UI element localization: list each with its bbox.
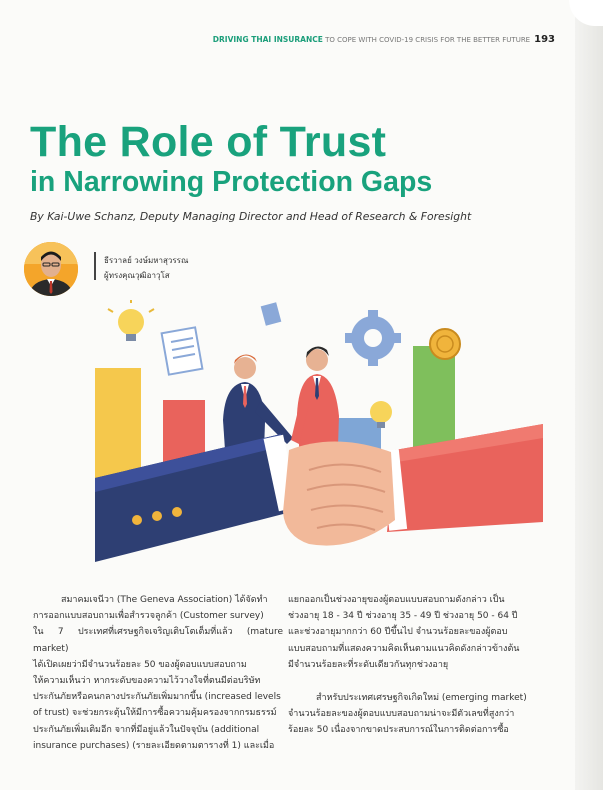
lightbulb-icon (108, 300, 154, 341)
body-line: มีจำนวนร้อยละที่ระดับเดียวกันทุกช่วงอายุ (288, 659, 449, 670)
body-line: ประกันภัยเพิ่มเติมอีก จากที่มีอยู่แล้วในปัจจุบัน (additional (33, 724, 260, 735)
document-icon (162, 327, 203, 374)
body-line: ประกันภัยหรือคนกลางประกันภัยเพิ่มมากขึ้น (increased levels (33, 692, 281, 703)
body-line: ได้เปิดเผยว่ามีจำนวนร้อยละ 50 ของผู้ตอบแบบสอบถาม (33, 659, 247, 670)
handshake-illustration (95, 300, 543, 570)
translator-name: ธีรวาลย์ วงษ์มหาสุวรรณ (104, 256, 189, 265)
magazine-tagline: TO COPE WITH COVID-19 CRISIS FOR THE BETTER FUTURE (322, 36, 531, 44)
magazine-name: DRIVING THAI INSURANCE (212, 35, 323, 44)
body-line: แบบสอบถามที่แสดงความคิดเห็นตามแนวคิดดังกล่าวข้างต้น (288, 643, 520, 654)
body-line: และช่วงอายุมากกว่า 60 ปีขึ้นไป จำนวนร้อยละของผู้ตอบ (288, 627, 508, 638)
body-line: insurance purchases) (รายละเอียดตามตารางที่ 1) และเมื่อ (33, 740, 275, 751)
body-line: จำนวนร้อยละของผู้ตอบแบบสอบถามน่าจะมีตัวเลขที่สูงกว่า (288, 709, 515, 720)
coin-icon (430, 329, 460, 359)
article-title-line2: in Narrowing Protection Gaps (30, 166, 433, 198)
body-line: แยกออกเป็นช่วงอายุของผู้ตอบแบบสอบถามดังกล่าว เป็น (288, 595, 505, 605)
body-line: สำหรับประเทศเศรษฐกิจเกิดใหม่ (emerging market) (316, 693, 527, 704)
body-line: ใน 7 ประเทศที่เศรษฐกิจเจริญเติบโตเต็มที่แล้ว (mature market) (33, 627, 283, 654)
author-divider (94, 252, 96, 280)
running-header (210, 34, 555, 45)
body-left-column (33, 592, 283, 754)
page-number: 193 (534, 34, 555, 45)
bar-yellow (95, 368, 141, 478)
checklist-icon (261, 302, 282, 325)
article-byline: By Kai-Uwe Schanz, Deputy Managing Director and Head of Research & Foresight (30, 210, 472, 223)
translator-avatar (24, 242, 78, 296)
body-right-column (288, 592, 546, 739)
body-line: ร้อยละ 50 เนื่องจากขาดประสบการณ์ในการติดต่อการซื้อ (288, 725, 509, 736)
body-line: สมาคมเจนีวา (The Geneva Association) ได้จัดทำ (61, 595, 268, 605)
translator-title: ผู้ทรงคุณวุฒิอาวุโส (104, 271, 170, 280)
gear-icon (345, 310, 401, 366)
article-title-line1: The Role of Trust (30, 118, 387, 166)
body-line: ให้ความเห็นว่า หากระดับของความไว้วางใจที่ตนมีต่อบริษัท (33, 676, 261, 687)
body-line: การออกแบบสอบถามเพื่อสำรวจลูกค้า (Customer survey) (33, 611, 264, 622)
body-line: of trust) จะช่วยกระตุ้นให้มีการซื้อความคุ้มครองจากกรมธรรม์ (33, 708, 277, 719)
sleeve-right (381, 424, 543, 532)
page-edge-shadow (575, 0, 603, 790)
handshake-hands (283, 441, 395, 545)
body-line: ช่วงอายุ 18 - 34 ปี ช่วงอายุ 35 - 49 ปี ช่วงอายุ 50 - 64 ปี (288, 611, 518, 622)
